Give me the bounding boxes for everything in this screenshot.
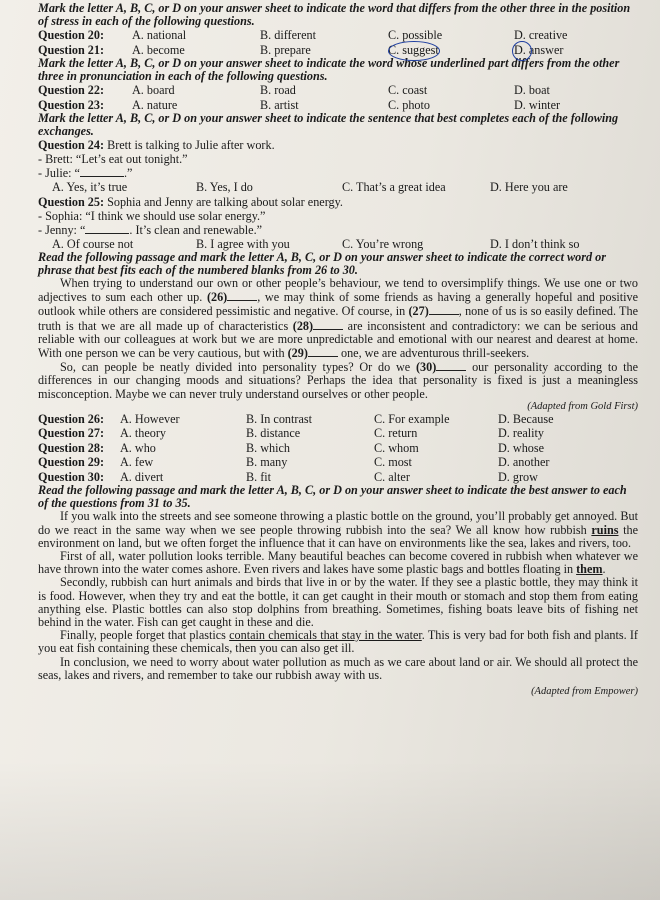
option-a: A. become [132, 42, 185, 57]
question-label: Question 29: [38, 455, 105, 470]
answer-blank [85, 223, 129, 234]
dialogue-end: . It’s clean and renewable.” [129, 222, 263, 237]
option-b: B. I agree with you [196, 236, 290, 251]
option-c: C. return [374, 426, 418, 441]
option-c: C. For example [374, 411, 450, 426]
answer-blank [227, 290, 257, 301]
photo-shadow [0, 760, 660, 900]
reading-paragraph-4 [38, 629, 638, 655]
option-c: C. photo [388, 97, 430, 112]
dialogue-speaker: - Jenny: “ [38, 222, 86, 237]
question-21 [38, 43, 638, 58]
answer-blank [308, 346, 338, 357]
blank-number-30: (30) [415, 360, 437, 375]
option-b: B. which [246, 440, 291, 455]
question-label: Question 30: [38, 469, 105, 484]
option-d: D. grow [498, 469, 538, 484]
option-d: D. boat [514, 83, 550, 97]
question-20 [38, 28, 638, 43]
question-label: Question 28: [38, 440, 105, 455]
option-b: B. many [246, 455, 288, 470]
dialogue-line [38, 166, 638, 180]
dialogue-end: .” [123, 166, 133, 180]
option-d: D. creative [514, 28, 568, 42]
source-citation: (Adapted from Empower) [531, 685, 638, 697]
underlined-phrase: contain chemicals that stay in the water [229, 628, 422, 643]
instruction-reading: Read the following passage and mark the letter A, B, C, or D on your answer sheet to indicate the best answer to each of the questions from 31 to 35. [38, 483, 627, 511]
question-label: Question 23: [38, 97, 105, 112]
blank-number-28: (28) [292, 318, 314, 333]
option-a: A. Of course not [52, 236, 134, 251]
instruction-cloze: Read the following passage and mark the letter A, B, C, or D on your answer sheet to indicate the correct word or phrase that best fits each of the numbered blanks from 26 to 30. [38, 250, 606, 277]
option-c: C. most [374, 455, 412, 470]
option-a: A. who [120, 440, 156, 455]
option-a: A. divert [120, 469, 164, 484]
question-text: Sophia and Jenny are talking about solar energy. [107, 194, 343, 209]
question-label: Question 21: [38, 42, 105, 57]
passage-text: , none of us is so easily defined. The truth is that we are all made up of characteristics [38, 304, 638, 333]
passage-text: . [602, 562, 606, 577]
instruction-exchanges: Mark the letter A, B, C, or D on your answer sheet to indicate the sentence that best completes each of the following exchanges. [38, 111, 619, 138]
reading-paragraph-5: In conclusion, we need to worry about water pollution as much as we care about land or air. We should all protect the seas, lakes and rivers, and remember to take our rubbish away with us. [38, 654, 638, 682]
option-c: C. possible [388, 28, 443, 42]
option-a: A. national [132, 28, 187, 42]
option-d: D. another [498, 455, 550, 470]
option-d: D. whose [498, 440, 545, 455]
option-b: B. prepare [260, 42, 311, 57]
option-d: D. Here you are [490, 180, 568, 194]
question-label: Question 27: [38, 426, 105, 441]
dialogue-line: - Sophia: “I think we should use solar energy.” [38, 208, 266, 223]
passage-text: . This is very bad for both fish and plants. If you eat fish containing these chemicals, then you can also get ill. [38, 628, 638, 656]
dialogue-line [38, 223, 638, 237]
question-24-stem [38, 138, 638, 152]
reading-paragraph-3: Secondly, rubbish can hurt animals and birds that live in or by the water. If they see a plastic bottle, they may think it is food. However, when they try and eat the bottle, it can get caught in their mouth or stomach and stop them from eating anything else. Plastic bottles can also stop dolphins from breathing. Sometimes, fishing boats leave bits of fishing net behind in the water. Fish can get caught in these and die. [38, 575, 638, 629]
question-24-options [38, 180, 638, 195]
passage-text: When trying to understand our own or other people’s behaviour, we tend to oversimplify things. We use one or two adjectives to sum each other up. [38, 276, 638, 305]
option-b: B. different [260, 28, 316, 42]
option-b: B. Yes, I do [196, 180, 253, 194]
option-b: B. In contrast [246, 411, 313, 426]
question-25-stem [38, 195, 638, 209]
cloze-paragraph-2 [38, 360, 638, 401]
option-d: D. reality [498, 426, 545, 441]
question-23 [38, 98, 638, 113]
question-30 [38, 470, 638, 485]
option-a: A. theory [120, 426, 167, 441]
blank-number-29: (29) [287, 346, 308, 361]
answer-blank [313, 319, 343, 330]
blank-number-27: (27) [408, 304, 429, 319]
question-label: Question 25: [38, 194, 105, 209]
option-a: A. Yes, it’s true [52, 180, 128, 194]
question-label: Question 20: [38, 28, 105, 42]
option-c: C. That’s a great idea [342, 180, 446, 194]
passage-text: are inconsistent and contradictory: we can be serious and reliable with our colleagues at work but we are more unpredictable and emotional with our nearest and dearest at home. With one person we can be very cautious, but with [38, 318, 638, 361]
underlined-word: ruins [591, 522, 619, 537]
passage-text: , we may think of some friends as having a generally hopeful and positive outlook while others are considered pessimistic and negative. Of course, in [38, 290, 638, 319]
cloze-paragraph-1 [38, 277, 638, 360]
option-b: B. artist [260, 97, 299, 112]
option-d: D. answer [514, 42, 564, 57]
question-25-options [38, 237, 638, 252]
question-26 [38, 412, 638, 427]
option-a: A. nature [132, 97, 178, 112]
instruction-pronunciation: Mark the letter A, B, C, or D on your answer sheet to indicate the word whose underlined part differs from the other three in pronunciation in each of the following questions. [38, 56, 620, 83]
passage-text: Finally, people forget that plastics [60, 628, 230, 643]
passage-text: one, we are adventurous thrill-seekers. [337, 346, 530, 361]
answer-blank [429, 304, 459, 315]
instruction-stress: Mark the letter A, B, C, or D on your answer sheet to indicate the word that differs from the other three in the position of stress in each of the following questions. [38, 1, 631, 28]
question-28 [38, 441, 638, 456]
question-27 [38, 426, 638, 441]
question-label: Question 24: [38, 138, 105, 152]
passage-text: If you walk into the streets and see someone throwing a plastic bottle on the ground, you’ll probably get annoyed. But do we react in the same way when we see people throwing rubbish into the sea? We all know how rubbish [38, 509, 638, 537]
option-a: A. few [120, 455, 154, 470]
option-c: C. alter [374, 469, 410, 484]
dialogue-line: - Brett: “Let’s eat out tonight.” [38, 152, 188, 166]
underlined-word: them [576, 562, 603, 577]
option-b: B. fit [246, 469, 272, 484]
option-d: D. I don’t think so [490, 236, 580, 251]
option-a: A. board [132, 83, 175, 97]
option-d: D. Because [498, 411, 554, 426]
option-b: B. road [260, 83, 296, 97]
option-c: C. suggest [388, 42, 439, 57]
option-d: D. winter [514, 97, 561, 112]
question-text: Brett is talking to Julie after work. [107, 138, 275, 152]
passage-text: So, can people be neatly divided into personality types? Or do we [60, 360, 416, 375]
answer-blank [80, 166, 124, 177]
option-a: A. However [120, 411, 180, 426]
question-22 [38, 83, 638, 98]
passage-text: First of all, water pollution looks terrible. Many beautiful beaches can become covered in rubbish when whatever we have thrown into the water comes ashore. Even rivers and lakes have some plastic bags and bottles floating in [38, 548, 638, 577]
blank-number-26: (26) [206, 290, 228, 305]
reading-paragraph-1 [38, 510, 638, 550]
question-29 [38, 455, 638, 470]
question-label: Question 26: [38, 411, 105, 426]
dialogue-speaker: - Julie: “ [38, 166, 80, 180]
question-label: Question 22: [38, 83, 105, 97]
passage-text: the environment on land, but we often forget the influence that it can have on environments like the sea, lakes and rivers, too. [38, 522, 638, 550]
option-c: C. You’re wrong [342, 236, 424, 251]
passage-text: our personality according to the differences in our changing moods and situations? Perhaps the idea that personality is fixed is just a meaningless misconception. Maybe we can never truly understand ourselves or other people. [38, 360, 638, 401]
reading-paragraph-2 [38, 550, 638, 576]
answer-blank [436, 360, 466, 371]
option-b: B. distance [246, 426, 301, 441]
source-citation: (Adapted from Gold First) [527, 400, 638, 412]
option-c: C. whom [374, 440, 419, 455]
option-c: C. coast [388, 83, 428, 97]
